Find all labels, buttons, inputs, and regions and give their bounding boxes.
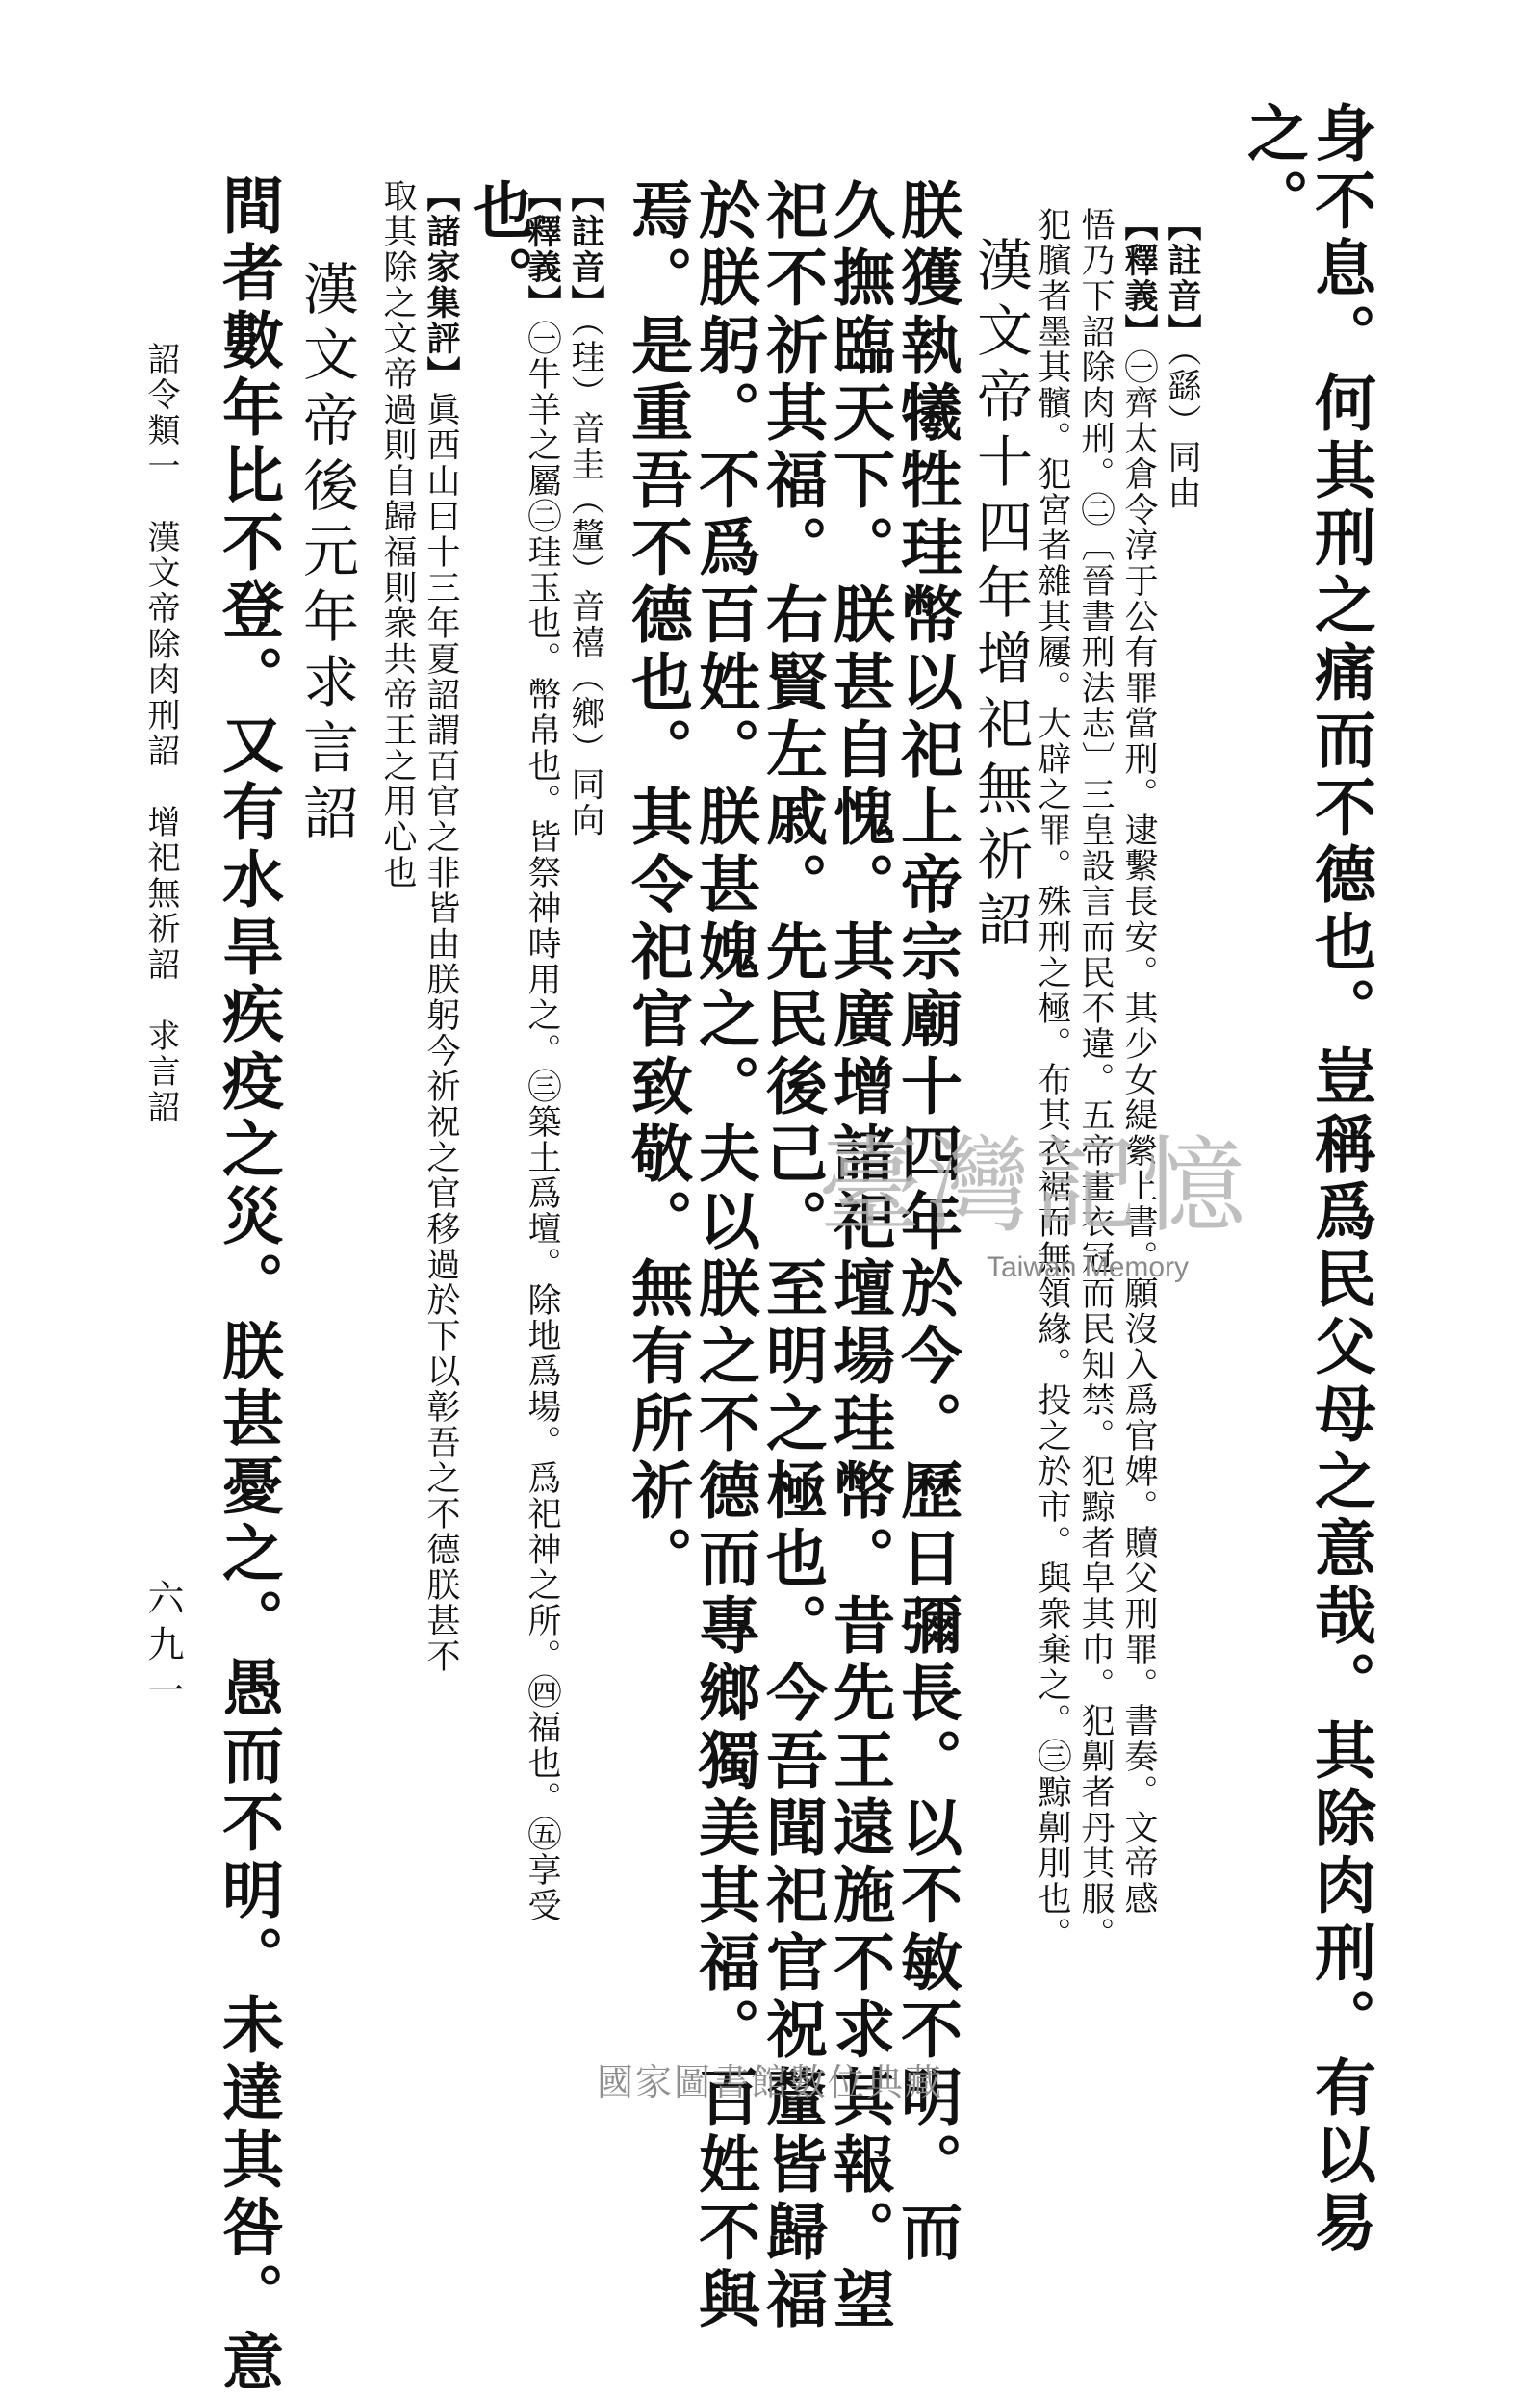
shiyi-tag: 【釋義】 bbox=[1119, 207, 1159, 349]
main-text-column-1: 身不息。何其刑之痛而不德也。豈稱爲民父母之意哉。其除肉刑。有以易 bbox=[1304, 101, 1376, 2257]
jiaping-tag: 【諸家集評】 bbox=[422, 178, 461, 392]
page-number: 六九一 bbox=[141, 1579, 184, 1717]
main-text-column-2: 之。 bbox=[1237, 101, 1309, 236]
zhuyin-tag-2: 【註音】 bbox=[566, 178, 605, 321]
shiyi-note-1-line-1: 【釋義】㊀齊太倉令淳于公有罪當刑。逮繫長安。其少女緹縈上書。願沒入爲官婢。贖父刑罪。書奏。文帝感 bbox=[1119, 207, 1159, 1917]
zhuyin-tag: 【註音】 bbox=[1163, 207, 1202, 349]
main-text-column-3: 朕獲執犧牲珪幣以祀上帝宗廟十四年於今。歷日彌長。以不敏不明。而 bbox=[890, 178, 962, 2267]
main-text-column-9: 間者數年比不登。又有水旱疾疫之災。朕甚憂之。愚而不明。未達其咎。意 bbox=[212, 173, 284, 2397]
jiaping-note-line-1: 【諸家集評】眞西山曰十三年夏詔謂百官之非皆由朕躬今祈祝之官移過於下以彰吾之不德朕甚不 bbox=[422, 178, 461, 1674]
shiyi-note-2: 【釋義】㊀牛羊之屬㊁珪玉也。幣帛也。皆祭神時用之。㊂築土爲壇。除地爲場。爲祀神之所。㊃福也。㊄享受 bbox=[523, 178, 562, 1923]
watermark-subtitle: Taiwan Memory bbox=[987, 1251, 1190, 1283]
shiyi-tag-2: 【釋義】 bbox=[523, 178, 562, 321]
section-title-qiuyan: 漢文帝後元年求言詔 bbox=[294, 260, 359, 849]
zhuyin-note-1: 【註音】（繇）同由 bbox=[1163, 207, 1202, 511]
main-text-column-7: 焉。是重吾不德也。其令祀官致敬。無有所祈。 bbox=[621, 178, 693, 1593]
footer-credit: 國家圖書館數位典藏 bbox=[596, 2063, 943, 2103]
watermark-logo: 臺灣記憶 bbox=[818, 1126, 1250, 1247]
section-title-zengsi: 漢文帝十四年增祀無祈詔 bbox=[967, 236, 1033, 956]
running-header: 詔令類一 漢文帝除肉刑詔 增祀無祈詔 求言詔 bbox=[141, 342, 180, 1125]
main-text-column-6: 於朕躬。不爲百姓。朕甚媿之。夫以朕之不德而專鄉獨美其福。百姓不與 bbox=[688, 178, 760, 2334]
shiyi-note-1-line-3: 犯臏者墨其髕。犯宮者雜其屨。大辟之罪。殊刑之極。布其衣裾而無領緣。投之於市。與衆棄之。㊂黥劓刖也。 bbox=[1033, 207, 1071, 1952]
jiaping-note-line-2: 取其除之文帝過則自歸福則衆共帝王之用心也 bbox=[378, 178, 417, 890]
zhuyin-note-2: 【註音】（珪）音圭（釐）音禧（鄉）同向 bbox=[566, 178, 605, 838]
shiyi-note-1-line-2: 悟乃下詔除肉刑。㊁〔晉書刑法志〕三皇設言而民不違。五帝畫衣冠而民知禁。犯黥者皁其巾。犯劓者丹其服。 bbox=[1076, 207, 1115, 1952]
main-text-column-4: 久撫臨天下。朕甚自愧。其廣增諸祀壇場珪幣。昔先王遠施不求其報。望 bbox=[823, 178, 895, 2334]
main-text-column-8: 也。 bbox=[462, 178, 534, 313]
main-text-column-5: 祀不祈其福。右賢左戚。先民後己。至明之極也。今吾聞祀官祝釐皆歸福 bbox=[756, 178, 828, 2334]
